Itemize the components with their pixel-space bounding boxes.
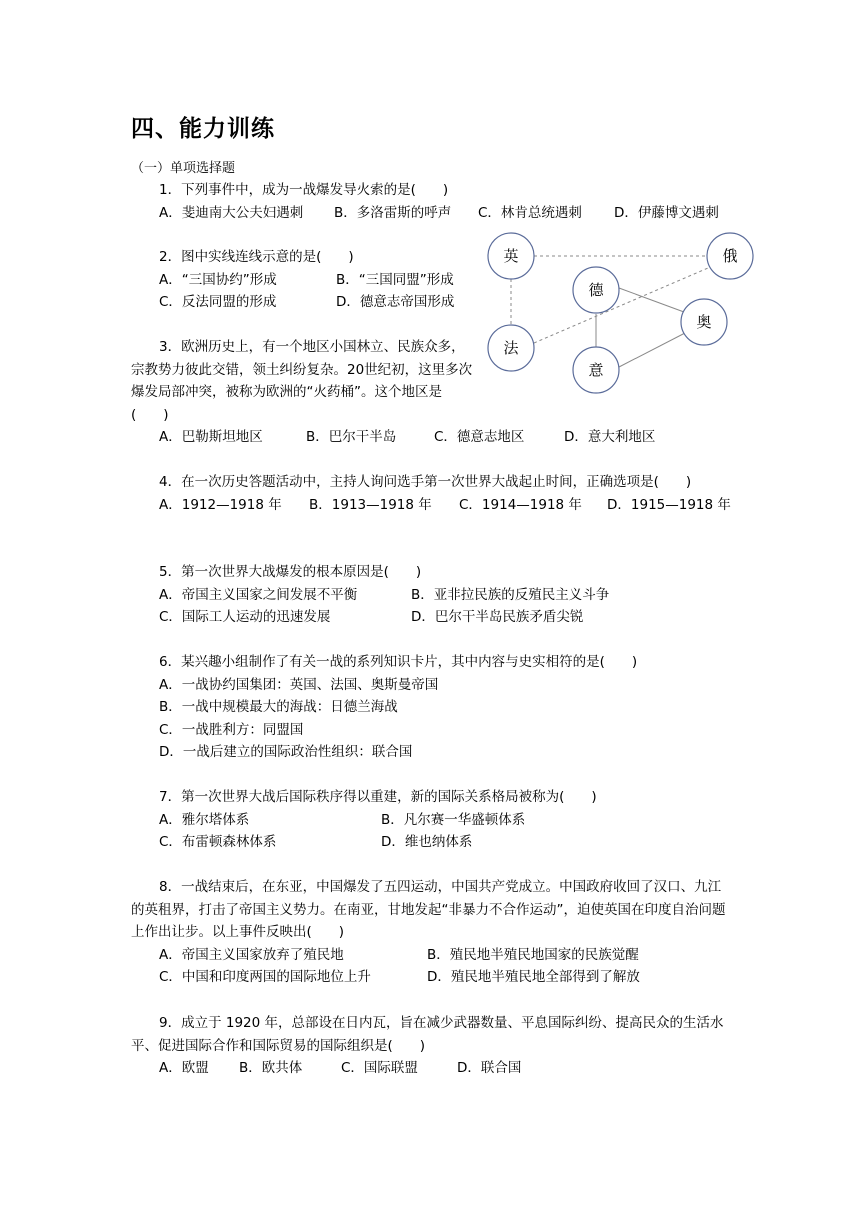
option-row: [131, 1057, 731, 1080]
option-d: D．维也纳体系: [381, 834, 473, 850]
option-d: D．德意志帝国形成: [336, 294, 455, 310]
question-9: [131, 1012, 731, 1080]
option-c: C．国际工人运动的迅速发展: [159, 609, 331, 625]
option-b: B．殖民地半殖民地国家的民族觉醒: [427, 946, 639, 963]
option-row: [131, 696, 731, 719]
option-a: A．欧盟: [159, 1060, 209, 1076]
option-b: B．凡尔赛一华盛顿体系: [381, 811, 526, 828]
option-row: [131, 606, 731, 629]
option-row: [131, 831, 731, 854]
option-b: B．一战中规模最大的海战：日德兰海战: [159, 699, 398, 715]
option-row: [131, 966, 731, 989]
node-label-fa: 法: [503, 339, 519, 357]
option-row: [131, 674, 731, 697]
alliance-diagram: [484, 228, 760, 400]
node-label-ao: 奥: [696, 313, 712, 331]
option-d: D．1915—1918 年: [607, 496, 731, 513]
question-stem: 2．图中实线连线示意的是( ): [159, 249, 354, 265]
node-label-de: 德: [588, 281, 604, 299]
question-stem: 7．第一次世界大战后国际秩序得以重建，新的国际关系格局被称为( ): [159, 789, 597, 805]
question-stem: 1．下列事件中，成为一战爆发导火索的是( ): [159, 182, 449, 198]
option-row: [131, 741, 731, 764]
option-row: [131, 809, 731, 832]
question-7: [131, 786, 731, 854]
option-row: [131, 719, 731, 742]
question-3-options: [131, 426, 731, 449]
question-3: [131, 336, 476, 426]
option-c: C．林肯总统遇刺: [478, 204, 582, 221]
option-a: A．雅尔塔体系: [159, 811, 250, 828]
question-6: [131, 651, 731, 764]
option-a: A．1912—1918 年: [159, 496, 282, 513]
option-d: D．联合国: [457, 1060, 522, 1076]
question-stem: 4．在一次历史答题活动中，主持人询问选手第一次世界大战起止时间，正确选项是( ): [159, 474, 692, 490]
question-4: [131, 471, 731, 516]
option-b: B．巴尔干半岛: [306, 429, 397, 445]
option-c: C．反法同盟的形成: [159, 294, 277, 310]
dashed-line-fa-e: [534, 268, 708, 343]
option-c: C．国际联盟: [341, 1060, 418, 1076]
option-row: [131, 291, 481, 314]
question-2: [131, 246, 481, 314]
option-b: B．欧共体: [239, 1060, 303, 1076]
option-d: D．伊藤博文遇刺: [614, 204, 719, 221]
option-c: C．一战胜利方：同盟国: [159, 721, 304, 738]
node-label-e: 俄: [722, 247, 738, 265]
option-a: A．巴勒斯坦地区: [159, 429, 263, 445]
option-d: D．殖民地半殖民地全部得到了解放: [427, 969, 640, 985]
option-b: B．“三国同盟”形成: [336, 271, 454, 288]
node-label-ying: 英: [503, 247, 519, 265]
option-c: C．中国和印度两国的国际地位上升: [159, 969, 371, 985]
option-c: C．布雷顿森林体系: [159, 834, 277, 850]
section-heading: 四、能力训练: [131, 116, 275, 142]
question-8: [131, 876, 731, 989]
option-a: A．一战协约国集团：英国、法国、奥斯曼帝国: [159, 676, 439, 693]
option-row: [131, 426, 731, 449]
option-row: [131, 202, 731, 225]
option-a: A．帝国主义国家放弃了殖民地: [159, 946, 344, 963]
question-stem: 8．一战结束后，在东亚，中国爆发了五四运动，中国共产党成立。中国政府收回了汉口、九江的英租界，打击了帝国主义势力。在南亚，甘地发起“非暴力不合作运动”，迫使英国在印度自治问题上作出让步。以上事件反映出( ): [131, 879, 726, 940]
option-d: D．意大利地区: [564, 429, 656, 445]
option-d: D．巴尔干半岛民族矛盾尖锐: [411, 609, 584, 625]
solid-line-ao-yi: [619, 333, 685, 367]
option-d: D．一战后建立的国际政治性组织：联合国: [159, 744, 413, 760]
option-row: [131, 944, 731, 967]
question-stem: 5．第一次世界大战爆发的根本原因是( ): [159, 564, 422, 580]
option-a: A．帝国主义国家之间发展不平衡: [159, 586, 358, 603]
question-5: [131, 561, 731, 629]
option-c: C．1914—1918 年: [459, 496, 582, 513]
question-1: [131, 179, 731, 224]
option-row: [131, 584, 731, 607]
question-stem: 9．成立于 1920 年，总部设在日内瓦，旨在减少武器数量、平息国际纠纷、提高民众的生活水平、促进国际合作和国际贸易的国际组织是( ): [131, 1015, 724, 1054]
node-label-yi: 意: [588, 361, 604, 379]
option-row: [131, 269, 481, 292]
option-a: A．“三国协约”形成: [159, 271, 277, 288]
question-stem: 3．欧洲历史上，有一个地区小国林立、民族众多，宗教势力彼此交错，领土纠纷复杂。20世纪初，这里多次爆发局部冲突，被称为欧洲的“火药桶”。这个地区是( ): [131, 339, 473, 423]
option-b: B．亚非拉民族的反殖民主义斗争: [411, 586, 610, 603]
option-b: B．多洛雷斯的呼声: [334, 204, 452, 221]
option-b: B．1913—1918 年: [309, 496, 432, 513]
subsection-title: （一）单项选择题: [131, 161, 236, 176]
option-row: [131, 494, 731, 517]
option-c: C．德意志地区: [434, 429, 525, 445]
option-a: A．斐迪南大公夫妇遇刺: [159, 204, 304, 221]
question-stem: 6．某兴趣小组制作了有关一战的系列知识卡片，其中内容与史实相符的是( ): [159, 654, 638, 670]
solid-line-de-ao: [619, 288, 684, 312]
